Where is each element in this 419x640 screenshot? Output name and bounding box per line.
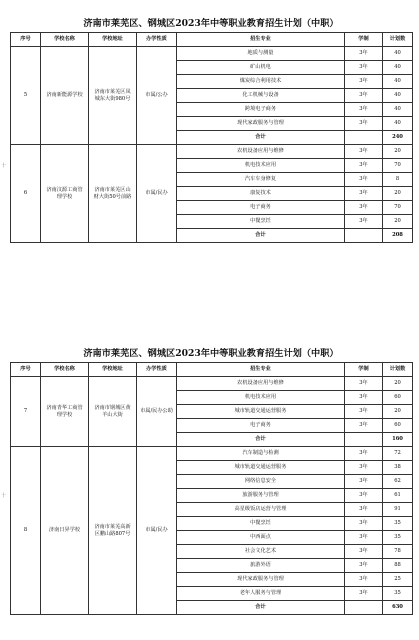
document-page-1: [10, 16, 412, 243]
major-name: 网络信息安全: [177, 475, 345, 489]
major-name: 城市轨道交通运营服务: [177, 405, 345, 419]
page-title: 济南市莱芜区、钢城区2023年中等职业教育招生计划（中职）: [83, 348, 339, 359]
header-plan: 计划数: [383, 363, 413, 377]
total-value: 160: [383, 433, 413, 447]
major-plan: 70: [383, 159, 413, 173]
major-name: 现代家政服务与管理: [177, 573, 345, 587]
enrollment-table: [10, 362, 413, 615]
header-row: [11, 363, 413, 377]
total-empty-cell: [345, 433, 383, 447]
major-name: 电子商务: [177, 419, 345, 433]
major-plan: 40: [383, 117, 413, 131]
major-plan: 60: [383, 419, 413, 433]
major-duration: 3年: [345, 405, 383, 419]
major-plan: 20: [383, 377, 413, 391]
enrollment-table: [10, 32, 413, 243]
major-duration: 3年: [345, 103, 383, 117]
school-name: 济南新能源学校: [41, 47, 89, 145]
major-plan: 61: [383, 489, 413, 503]
major-duration: 3年: [345, 503, 383, 517]
major-plan: 38: [383, 461, 413, 475]
major-name: 高星级饭店运营与管理: [177, 503, 345, 517]
major-name: 电子商务: [177, 201, 345, 215]
page-edge-mark-1: 十: [1, 163, 7, 169]
major-name: 康复技术: [177, 187, 345, 201]
total-label: 合计: [177, 229, 345, 243]
major-plan: 20: [383, 187, 413, 201]
total-value: 208: [383, 229, 413, 243]
major-duration: 3年: [345, 201, 383, 215]
major-duration: 3年: [345, 89, 383, 103]
major-plan: 40: [383, 47, 413, 61]
major-duration: 3年: [345, 173, 383, 187]
total-label: 合计: [177, 433, 345, 447]
major-duration: 3年: [345, 573, 383, 587]
major-plan: 20: [383, 145, 413, 159]
major-plan: 78: [383, 545, 413, 559]
school-no: 7: [11, 377, 41, 447]
header-no: 序号: [11, 33, 41, 47]
major-name: 城市轨道交通运营服务: [177, 461, 345, 475]
header-address: 学校地址: [89, 363, 137, 377]
table-row: [11, 447, 413, 461]
header-major: 招生专业: [177, 33, 345, 47]
major-plan: 35: [383, 587, 413, 601]
major-plan: 40: [383, 103, 413, 117]
major-name: 中餐烹饪: [177, 517, 345, 531]
total-value: 240: [383, 131, 413, 145]
header-school-name: 学校名称: [41, 363, 89, 377]
table-row: [11, 145, 413, 159]
header-nature: 办学性质: [137, 33, 177, 47]
major-duration: 3年: [345, 47, 383, 61]
table-row: [11, 377, 413, 391]
header-row: [11, 33, 413, 47]
school-no: 5: [11, 47, 41, 145]
major-plan: 25: [383, 573, 413, 587]
major-duration: 3年: [345, 419, 383, 433]
school-address: 济南市莱芜高新区鹏山路807号: [89, 447, 137, 615]
school-nature: 市属/民办: [137, 145, 177, 243]
school-name: 济南汶源工商管理学校: [41, 145, 89, 243]
major-plan: 35: [383, 531, 413, 545]
document-page-2: [10, 346, 412, 615]
major-name: 地质与测量: [177, 47, 345, 61]
major-name: 汽车制造与检测: [177, 447, 345, 461]
major-plan: 91: [383, 503, 413, 517]
major-name: 旅游服务与管理: [177, 489, 345, 503]
major-name: 机电技术应用: [177, 391, 345, 405]
total-value: 630: [383, 601, 413, 615]
header-school-name: 学校名称: [41, 33, 89, 47]
major-duration: 3年: [345, 545, 383, 559]
major-plan: 40: [383, 89, 413, 103]
major-plan: 35: [383, 517, 413, 531]
major-plan: 88: [383, 559, 413, 573]
major-plan: 8: [383, 173, 413, 187]
header-duration: 学制: [345, 363, 383, 377]
school-address: 济南市钢城区黄羊山大街: [89, 377, 137, 447]
major-name: 机电技术应用: [177, 159, 345, 173]
major-plan: 60: [383, 391, 413, 405]
page-edge-mark-2: 十: [1, 493, 7, 499]
major-plan: 70: [383, 201, 413, 215]
header-address: 学校地址: [89, 33, 137, 47]
major-duration: 3年: [345, 377, 383, 391]
major-duration: 3年: [345, 489, 383, 503]
major-duration: 3年: [345, 475, 383, 489]
header-major: 招生专业: [177, 363, 345, 377]
header-duration: 学制: [345, 33, 383, 47]
total-label: 合计: [177, 601, 345, 615]
major-name: 社会文化艺术: [177, 545, 345, 559]
major-name: 矿山机电: [177, 61, 345, 75]
major-name: 现代家政服务与管理: [177, 117, 345, 131]
major-duration: 3年: [345, 145, 383, 159]
page-title: 济南市莱芜区、钢城区2023年中等职业教育招生计划（中职）: [83, 18, 339, 29]
total-label: 合计: [177, 131, 345, 145]
header-plan: 计划数: [383, 33, 413, 47]
school-name: 济南青华工商管理学校: [41, 377, 89, 447]
total-empty-cell: [345, 601, 383, 615]
major-name: 农机设备应用与维修: [177, 145, 345, 159]
major-name: 老年人服务与管理: [177, 587, 345, 601]
major-plan: 20: [383, 405, 413, 419]
major-plan: 20: [383, 215, 413, 229]
major-plan: 72: [383, 447, 413, 461]
major-duration: 3年: [345, 117, 383, 131]
school-address: 济南市莱芜区凤城东大街980号: [89, 47, 137, 145]
major-duration: 3年: [345, 61, 383, 75]
school-address: 济南市莱芜区山财大街50号前路: [89, 145, 137, 243]
total-empty-cell: [345, 229, 383, 243]
header-nature: 办学性质: [137, 363, 177, 377]
major-plan: 40: [383, 75, 413, 89]
major-name: 跨境电子商务: [177, 103, 345, 117]
school-nature: 市属/民办: [137, 447, 177, 615]
major-duration: 3年: [345, 215, 383, 229]
major-duration: 3年: [345, 75, 383, 89]
major-name: 中餐烹饪: [177, 215, 345, 229]
major-duration: 3年: [345, 159, 383, 173]
major-duration: 3年: [345, 559, 383, 573]
table-row: [11, 47, 413, 61]
major-name: 旅游外语: [177, 559, 345, 573]
total-empty-cell: [345, 131, 383, 145]
header-no: 序号: [11, 363, 41, 377]
school-name: 济南日昇学校: [41, 447, 89, 615]
major-duration: 3年: [345, 517, 383, 531]
school-nature: 市属/公办: [137, 47, 177, 145]
major-duration: 3年: [345, 531, 383, 545]
major-duration: 3年: [345, 461, 383, 475]
major-duration: 3年: [345, 587, 383, 601]
major-plan: 40: [383, 61, 413, 75]
major-duration: 3年: [345, 187, 383, 201]
major-plan: 62: [383, 475, 413, 489]
school-no: 8: [11, 447, 41, 615]
major-duration: 3年: [345, 391, 383, 405]
school-no: 6: [11, 145, 41, 243]
major-name: 煤炭综合利用技术: [177, 75, 345, 89]
major-name: 农机设备应用与维修: [177, 377, 345, 391]
major-name: 汽车车身修复: [177, 173, 345, 187]
school-nature: 市属/民办公助: [137, 377, 177, 447]
major-name: 化工机械与设备: [177, 89, 345, 103]
major-duration: 3年: [345, 447, 383, 461]
major-name: 中西面点: [177, 531, 345, 545]
